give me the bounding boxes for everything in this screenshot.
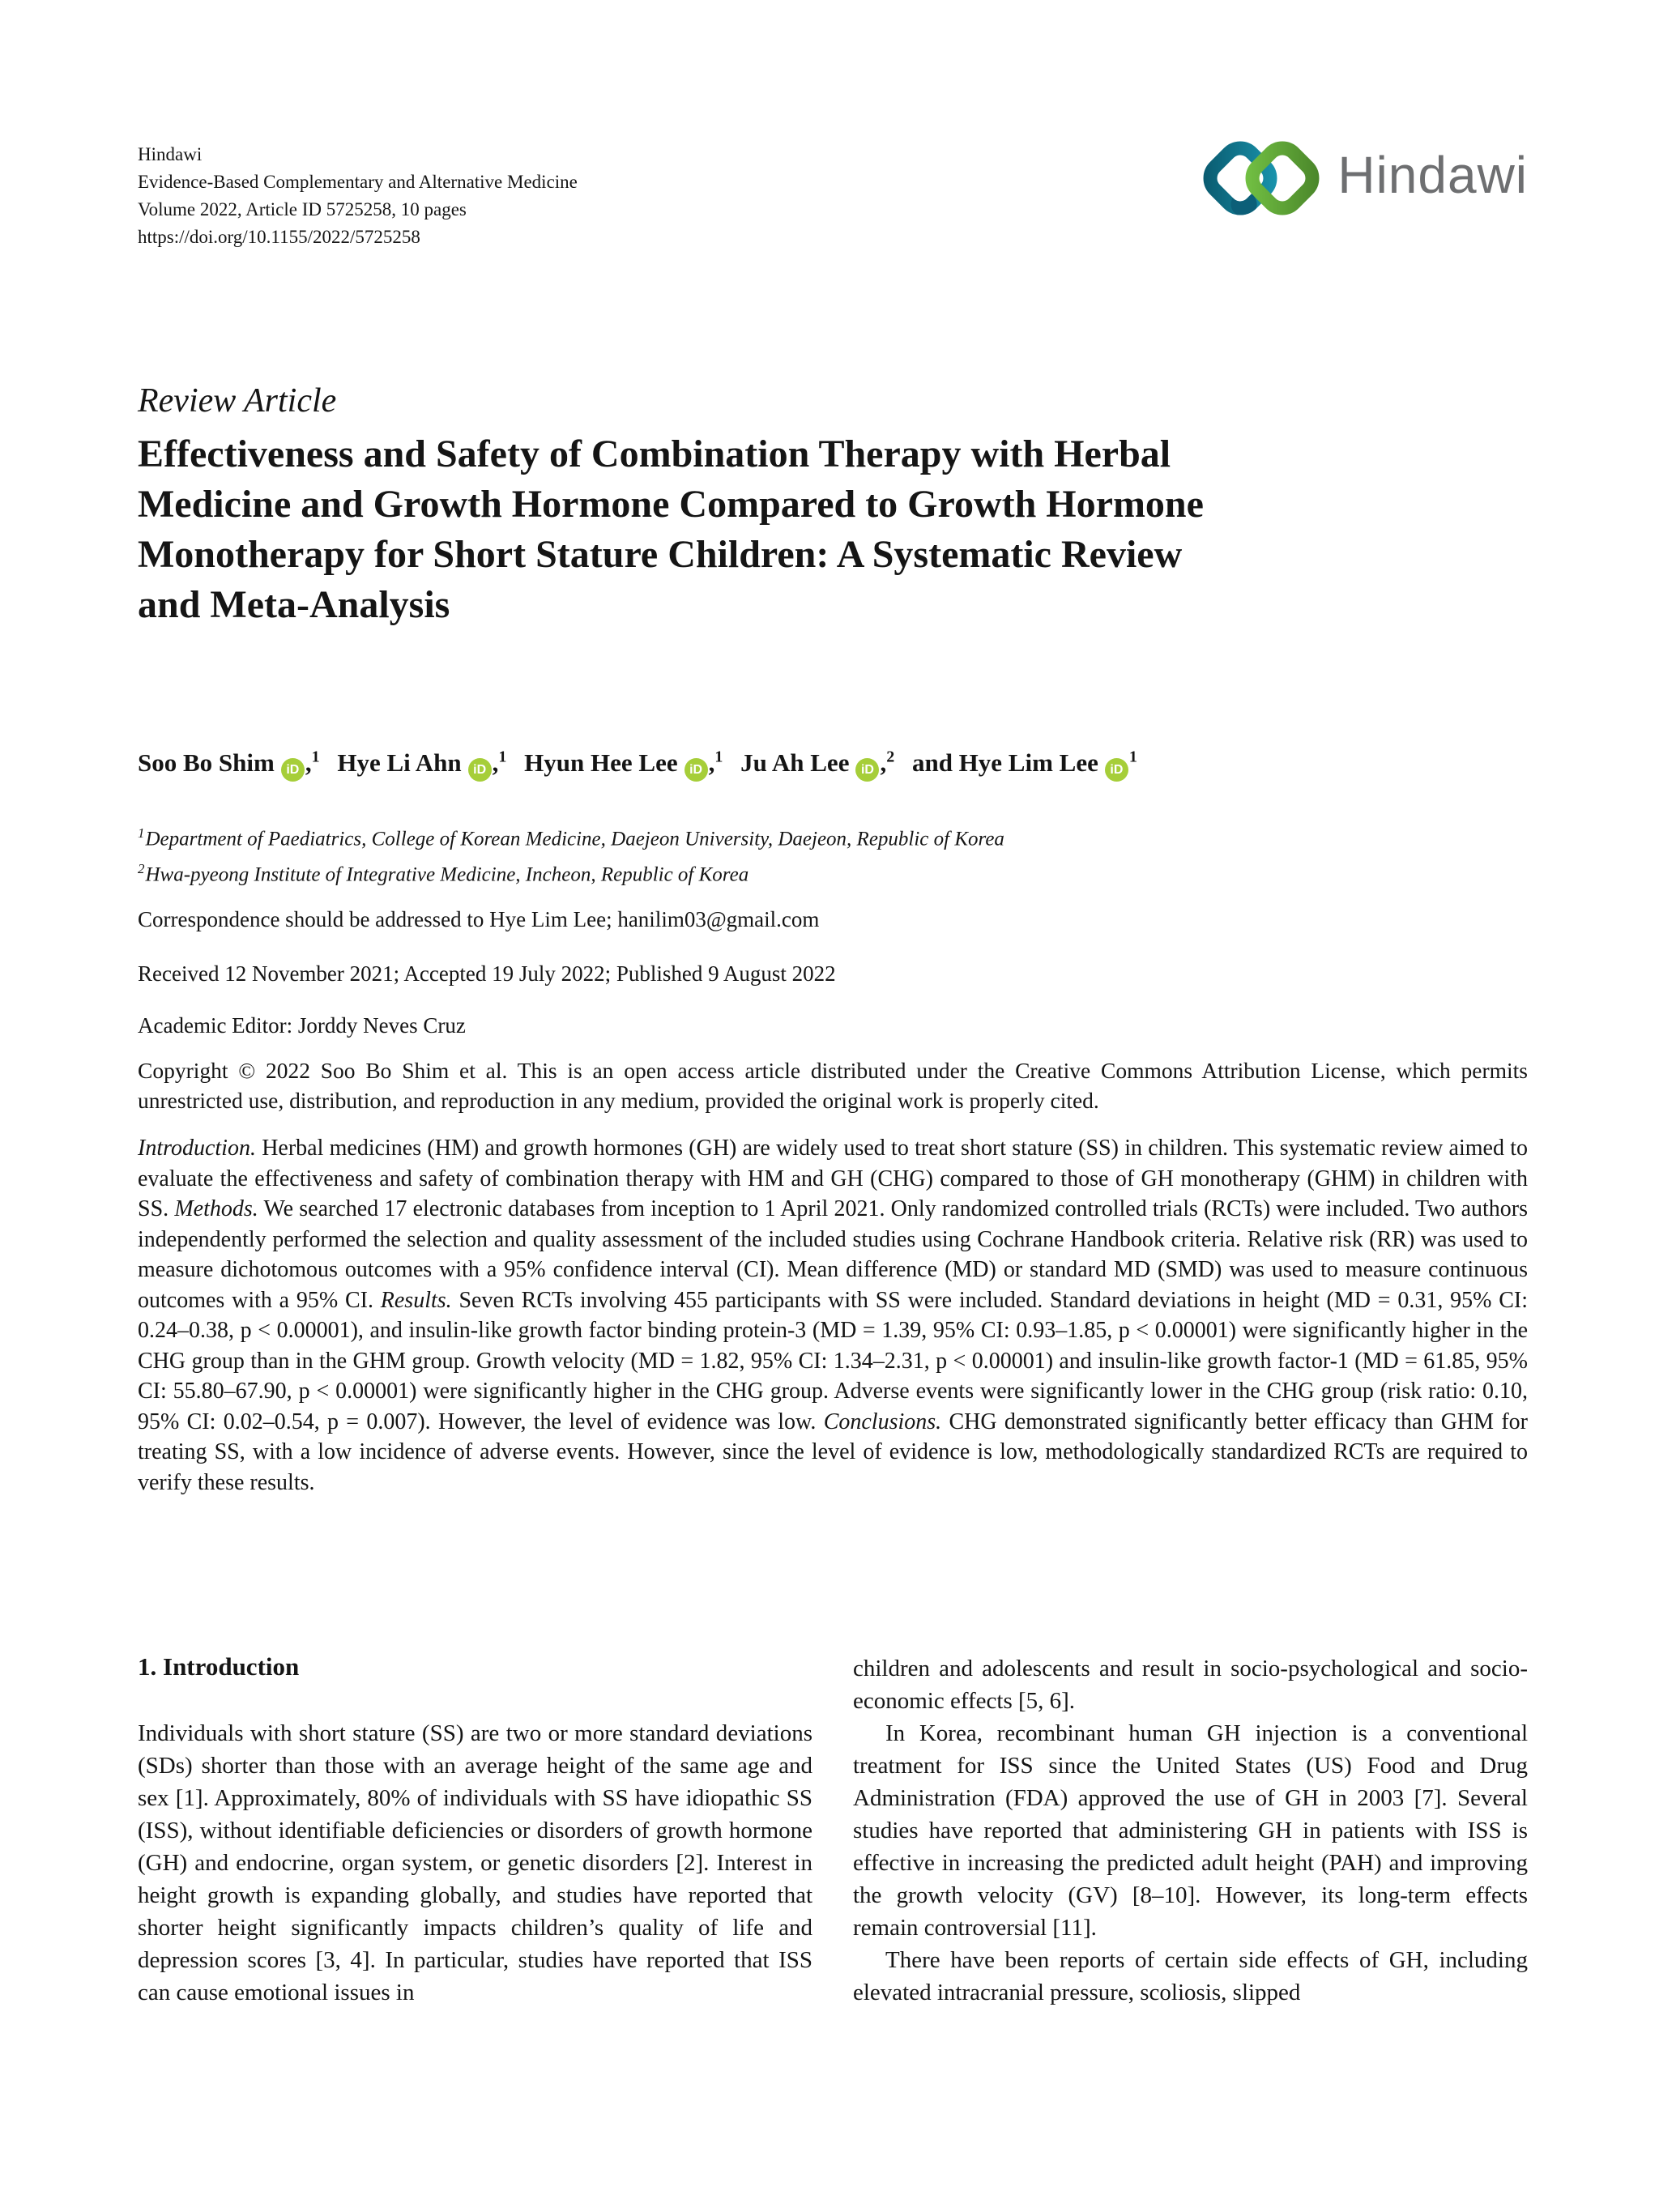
orcid-icon[interactable]: iD xyxy=(684,758,708,782)
author-name: and Hye Lim Lee xyxy=(911,748,1098,778)
author-entry xyxy=(138,748,320,777)
affiliation-text: Hwa-pyeong Institute of Integrative Medicine, Incheon, Republic of Korea xyxy=(145,863,749,886)
author-list xyxy=(138,748,1149,782)
journal-name: Evidence-Based Complementary and Alternative Medicine xyxy=(138,172,578,192)
correspondence-note xyxy=(138,907,819,932)
author-name: Hye Li Ahn xyxy=(337,748,462,778)
orcid-icon[interactable]: iD xyxy=(1105,758,1128,782)
author-affiliation-ref: 1 xyxy=(311,748,320,766)
affiliation-list xyxy=(138,818,1004,890)
publisher-info xyxy=(138,136,578,251)
column-left xyxy=(138,1652,812,2009)
hindawi-logo-icon xyxy=(1201,136,1324,220)
introduction-section xyxy=(138,1652,1528,2009)
article-title-line: Medicine and Growth Hormone Compared to Growth Hormone xyxy=(138,483,1204,526)
academic-editor: Academic Editor: Jorddy Neves Cruz xyxy=(138,1013,466,1038)
author-name: Hyun Hee Lee xyxy=(524,748,678,778)
author-name: Ju Ah Lee xyxy=(740,748,850,778)
author-affiliation-ref: 2 xyxy=(886,748,895,766)
paragraph: There have been reports of certain side effects of GH, including elevated intracranial pressure, scoliosis, slipped xyxy=(853,1947,1528,2005)
copyright-notice: Copyright © 2022 Soo Bo Shim et al. This is an open access article distributed under the Creative Commons Attribution License, which permits unrestricted use, distribution, and reproduction in any medium, provided the original work is properly cited. xyxy=(138,1058,1528,1113)
article-title-line: and Meta-Analysis xyxy=(138,583,450,626)
column-right xyxy=(853,1652,1528,2009)
affiliation-marker: 2 xyxy=(138,861,145,877)
abstract xyxy=(138,1133,1528,1498)
author-separator: , xyxy=(305,748,312,778)
article-type-label: Review Article xyxy=(138,382,337,420)
affiliation-marker: 1 xyxy=(138,825,145,841)
author-affiliation-ref: 1 xyxy=(498,748,507,766)
abstract-section-label: Methods. xyxy=(174,1196,258,1221)
article-history: Received 12 November 2021; Accepted 19 July 2022; Published 9 August 2022 xyxy=(138,961,836,986)
publisher-name: Hindawi xyxy=(138,144,203,164)
abstract-section-label: Conclusions. xyxy=(823,1409,942,1434)
abstract-section-text: We searched 17 electronic databases from inception to 1 April 2021. Only randomized controlled trials (RCTs) were included. Two authors independently performed the selection and quality assessment of the included studies using Cochrane Handbook criteria. Relative risk (RR) was used to measure dichotomous outcomes with a 95% confidence interval (CI). Mean difference (MD) or standard MD (SMD) was used to measure continuous outcomes with a 95% CI. xyxy=(138,1196,1528,1313)
abstract-section-label: Results. xyxy=(380,1287,452,1313)
orcid-icon[interactable]: iD xyxy=(855,758,879,782)
article-title-line: Effectiveness and Safety of Combination Therapy with Herbal xyxy=(138,433,1171,475)
section-heading-introduction: 1. Introduction xyxy=(138,1652,300,1681)
affiliation xyxy=(138,818,1004,854)
author-name: Soo Bo Shim xyxy=(138,748,275,778)
orcid-icon[interactable]: iD xyxy=(468,758,492,782)
article-title xyxy=(138,429,1531,630)
paragraph: In Korea, recombinant human GH injection is a conventional treatment for ISS since the United States (US) Food and Drug Administration (FDA) approved the use of GH in 2003 [7]. Several studies have reported that administering GH in patients with ISS is effective in increasing the predicted adult height (PAH) and improving the growth velocity (GV) [8–10]. However, its long-term effects remain controversial [11]. xyxy=(853,1720,1528,1941)
author-affiliation-ref: 1 xyxy=(714,748,723,766)
orcid-icon[interactable]: iD xyxy=(281,758,305,782)
abstract-section-text: CHG demonstrated significantly better efficacy than GHM for treating SS, with a low incidence of adverse events. However, since the level of evidence is low, methodologically standardized RCTs are required to verify these results. xyxy=(138,1409,1528,1495)
hindawi-logo xyxy=(1201,136,1528,220)
volume-info: Volume 2022, Article ID 5725258, 10 pages xyxy=(138,199,467,219)
hindawi-wordmark: Hindawi xyxy=(1337,146,1528,204)
author-entry xyxy=(740,748,894,777)
author-separator: , xyxy=(492,748,499,778)
abstract-section-text: Seven RCTs involving 455 participants with SS were included. Standard deviations in height (MD = 0.31, 95% CI: 0.24–0.38, p < 0.00001), and insulin-like growth factor binding protein-3 (MD = 1.39, 95% CI: 0.93–1.85, p < 0.00001) were significantly higher in the CHG group than in the GHM group. Growth velocity (MD = 1.82, 95% CI: 1.34–2.31, p < 0.00001) and insulin-like growth factor-1 (MD = 61.85, 95% CI: 55.80–67.90, p < 0.00001) were significantly higher in the CHG group. Adverse events were significantly lower in the CHG group (risk ratio: 0.10, 95% CI: 0.02–0.54, p = 0.007). However, the level of evidence was low. xyxy=(138,1287,1528,1434)
masthead xyxy=(138,136,1528,251)
affiliation-text: Department of Paediatrics, College of Korean Medicine, Daejeon University, Daejeon, Republic of Korea xyxy=(145,828,1004,850)
author-separator: , xyxy=(708,748,715,778)
article-title-line: Monotherapy for Short Stature Children: A Systematic Review xyxy=(138,533,1183,576)
author-entry xyxy=(337,748,506,777)
author-entry xyxy=(524,748,723,777)
email-link[interactable]: hanilim03@gmail.com xyxy=(617,907,820,931)
paragraph: Individuals with short stature (SS) are two or more standard deviations (SDs) shorter than those with an average height of the same age and sex [1]. Approximately, 80% of individuals with SS have idiopathic SS (ISS), without identifiable deficiencies or disorders of growth hormone (GH) and endocrine, organ system, or genetic disorders [2]. Interest in height growth is expanding globally, and studies have reported that shorter height significantly impacts children’s quality of life and depression scores [3, 4]. In particular, studies have reported that ISS can cause emotional issues in xyxy=(138,1720,812,2005)
doi-link[interactable]: https://doi.org/10.1155/2022/5725258 xyxy=(138,227,420,247)
paragraph: children and adolescents and result in socio-psychological and socio-economic effects [5, 6]. xyxy=(853,1656,1528,1714)
correspondence-text: Correspondence should be addressed to Hye Lim Lee; xyxy=(138,907,618,931)
affiliation xyxy=(138,854,1004,889)
author-separator: , xyxy=(880,748,887,778)
author-affiliation-ref: 1 xyxy=(1128,748,1137,766)
abstract-section-label: Introduction. xyxy=(138,1136,256,1161)
author-entry xyxy=(912,748,1137,777)
abstract-section-text: Herbal medicines (HM) and growth hormones (GH) are widely used to treat short stature (SS) in children. This systematic review aimed to evaluate the effectiveness and safety of combination therapy with HM and GH (CHG) compared to those of GH monotherapy (GHM) in children with SS. xyxy=(138,1136,1528,1221)
